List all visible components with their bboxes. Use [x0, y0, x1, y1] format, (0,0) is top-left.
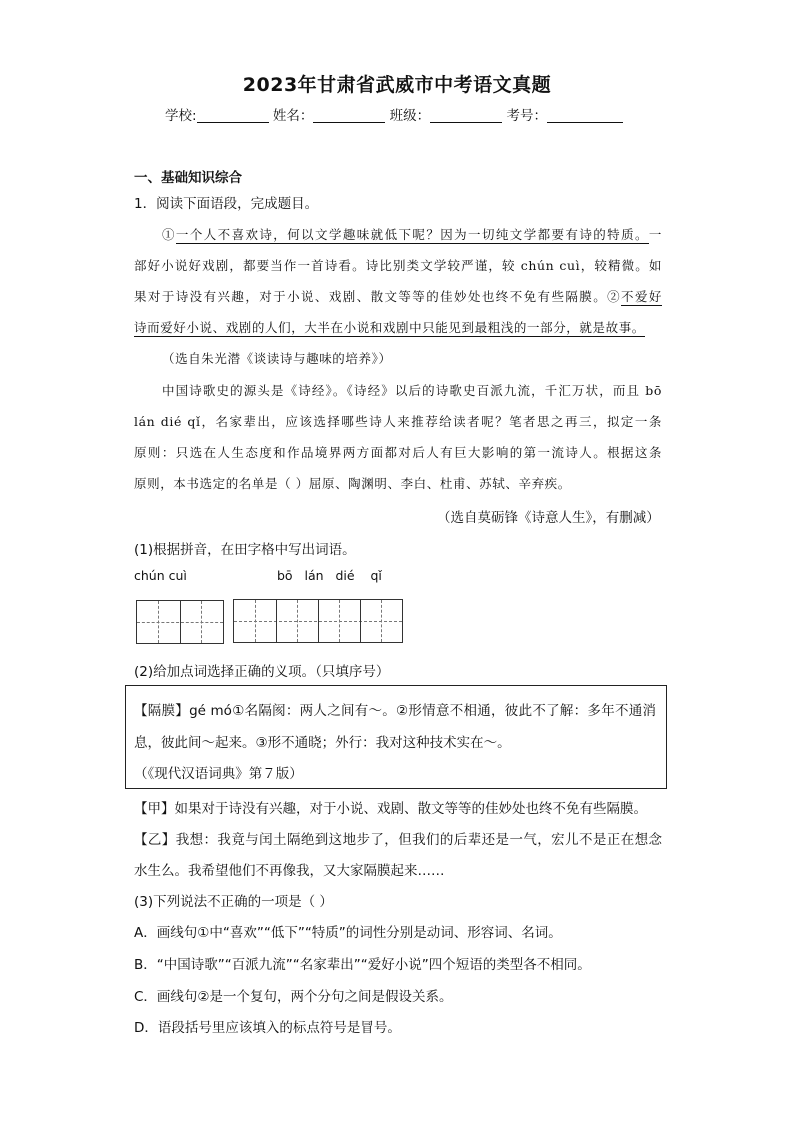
- school-blank[interactable]: [197, 108, 269, 123]
- subquestion-2-stem: (2)给加点词选择正确的义项。（只填序号）: [134, 664, 390, 680]
- option-a[interactable]: A．画线句①中“喜欢”“低下”“特质”的词性分别是动词、形容词、名词。: [134, 925, 562, 941]
- underlined-sentence-1: 一个人不喜欢诗，何以文学趣味就低下呢？因为一切纯文学都要有诗的特质。: [175, 227, 649, 242]
- definition-line2: 息，彼此间～起来。③形不通晓；外行：我对这种技术实在～。: [134, 735, 511, 751]
- writing-grid-2-cells[interactable]: [136, 600, 224, 644]
- document-title: 2023年甘肃省武威市中考语文真题: [242, 74, 552, 96]
- option-b[interactable]: B．“中国诗歌”“百派九流”“名家辈出”“爱好小说”四个短语的类型各不相同。: [134, 957, 591, 973]
- subquestion-1-stem: (1)根据拼音，在田字格中写出词语。: [134, 542, 356, 558]
- example-yi-line2: 水生么。我希望他们不再像我，又大家隔膜起来……: [134, 863, 445, 879]
- passage1-line1: [162, 225, 662, 243]
- passage1-line1-tail: 一: [648, 227, 662, 242]
- writing-grid-4-cells[interactable]: [233, 599, 403, 643]
- passage1-line2: 部好小说好戏剧，都要当作一首诗看。诗比别类文学较严谨，较 chún cuì，较精微。如: [134, 258, 662, 273]
- underlined-sentence-2-start: 不爱好: [621, 289, 662, 304]
- dictionary-definition-box: [125, 685, 667, 789]
- option-c[interactable]: C．画线句②是一个复句，两个分句之间是假设关系。: [134, 989, 453, 1005]
- option-d[interactable]: D．语段括号里应该填入的标点符号是冒号。: [134, 1020, 401, 1036]
- example-yi-line1: 【乙】我想：我竟与闰土隔绝到这地步了，但我们的后辈还是一气，宏儿不是正在想念: [134, 832, 662, 848]
- passage1-line4: [134, 318, 645, 336]
- subquestion-3-stem: (3)下列说法不正确的一项是（ ）: [134, 894, 333, 910]
- definition-line1: 【隔膜】gé mó①名隔阂：两人之间有～。②形情意不相通，彼此不了解：多年不通消: [134, 703, 656, 719]
- marker-1: ①: [162, 227, 176, 242]
- student-info-row: [165, 104, 623, 124]
- passage2-line1: 中国诗歌史的源头是《诗经》。《诗经》以后的诗歌史百派九流，千汇万状，而且 bō: [162, 383, 662, 398]
- passage2-line4: 原则，本书选定的名单是（ ）屈原、陶渊明、李白、杜甫、苏轼、辛弃疾。: [134, 476, 571, 491]
- question-1-stem: 1．阅读下面语段，完成题目。: [134, 196, 319, 212]
- school-label: 学校:: [165, 108, 197, 124]
- passage1-line3-text: 果对于诗没有兴趣，对于小说、戏剧、散文等等的佳妙处也终不免有些隔膜。②: [134, 289, 622, 304]
- exam-number-label: 考号：: [506, 108, 547, 124]
- exam-number-blank[interactable]: [547, 108, 623, 123]
- class-blank[interactable]: [430, 108, 502, 123]
- underlined-sentence-2-end: 诗而爱好小说、戏剧的人们，大半在小说和戏剧中只能见到最粗浅的一部分，就是故事。: [134, 320, 645, 335]
- example-jia: 【甲】如果对于诗没有兴趣，对于小说、戏剧、散文等等的佳妙处也终不免有些隔膜。: [134, 801, 647, 817]
- passage2-source: （选自莫砺锋《诗意人生》，有删减）: [437, 510, 660, 526]
- definition-source: （《现代汉语词典》第７版）: [134, 766, 303, 782]
- passage2-line2: lán dié qǐ，名家辈出，应该选择哪些诗人来推荐给读者呢？笔者思之再三，拟定一条: [134, 414, 662, 429]
- passage2-line3: 原则：只选在人生态度和作品境界两方面都对后人有巨大影响的第一流诗人。根据这条: [134, 445, 662, 460]
- pinyin-chuncui: chún cuì: [134, 568, 187, 583]
- passage1-source: （选自朱光潜《谈读诗与趣味的培养》）: [162, 351, 392, 366]
- section-heading: 一、基础知识综合: [134, 170, 242, 186]
- class-label: 班级：: [389, 108, 431, 124]
- pinyin-bolandieqi: bō lán dié qǐ: [277, 568, 382, 583]
- passage1-line3: [134, 287, 662, 305]
- name-label: 姓名：: [272, 108, 314, 124]
- name-blank[interactable]: [313, 108, 385, 123]
